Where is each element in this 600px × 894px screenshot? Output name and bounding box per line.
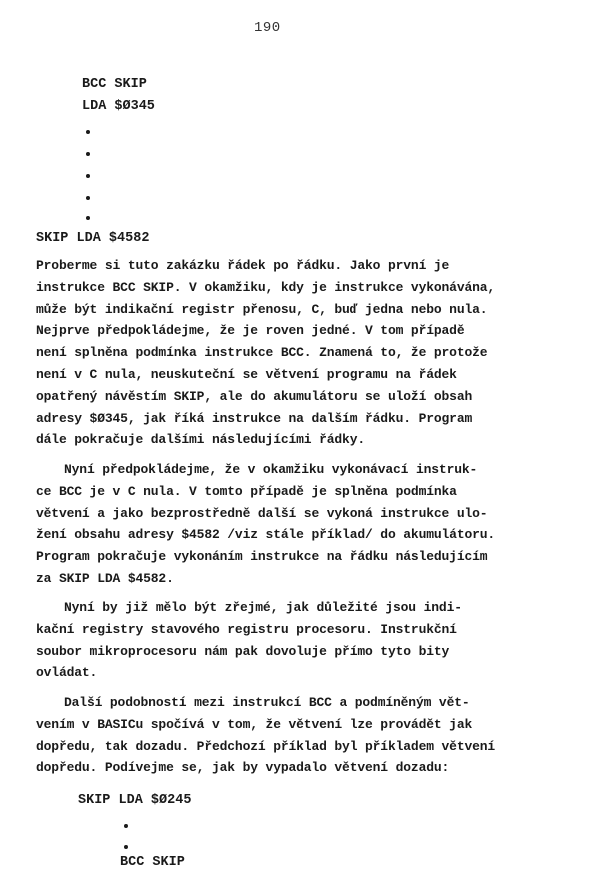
text-line: kační registry stavového registru procesoru. Instrukční [36, 621, 457, 637]
text-line: dopředu, tak dozadu. Předchozí příklad byl příkladem větvení [36, 738, 496, 754]
text-line: žení obsahu adresy $4582 /viz stále příklad/ do akumulátoru. [36, 527, 496, 543]
text-line: Nyní předpokládejme, že v okamžiku vykonávací instruk- [64, 462, 478, 477]
ellipsis-dot [86, 174, 90, 178]
text-line: dopředu. Podívejme se, jak by vypadalo větvení dozadu: [36, 760, 450, 776]
text-line: Program pokračuje vykonáním instrukce na řádku následujícím [36, 549, 488, 565]
text-line: za SKIP LDA $4582. [36, 570, 174, 586]
ellipsis-dot [124, 845, 128, 849]
ellipsis-dot [124, 824, 128, 828]
ellipsis-dot [86, 216, 90, 220]
code-label-skip-lda-0245: SKIP LDA $Ø245 [78, 793, 192, 808]
code-line-lda-0345: LDA $Ø345 [82, 99, 155, 114]
text-line: Nejprve předpokládejme, že je roven jedné. V tom případě [36, 323, 465, 339]
code-line-bcc-skip: BCC SKIP [82, 77, 147, 92]
paragraph-2 [36, 459, 571, 590]
text-line: ce BCC je v C nula. V tomto případě je splněna podmínka [36, 483, 457, 499]
text-line: Další podobností mezi instrukcí BCC a podmíněným vět- [64, 695, 470, 710]
text-line: soubor mikroprocesoru nám pak dovoluje přímo tyto bity [36, 643, 450, 659]
text-line: opatřený návěstím SKIP, ale do akumulátoru se uloží obsah [36, 388, 473, 404]
text-line: instrukce BCC SKIP. V okamžiku, kdy je instrukce vykonávána, [36, 279, 496, 295]
text-line: Proberme si tuto zakázku řádek po řádku. Jako první je [36, 258, 450, 273]
text-line: může být indikační registr přenosu, C, buď jedna nebo nula. [36, 301, 488, 317]
ellipsis-dot [86, 196, 90, 200]
text-line: ovládat. [36, 665, 98, 681]
paragraph-4 [36, 692, 571, 779]
paragraph-1 [36, 255, 571, 451]
text-line: větvení a jako bezprostředně další se vykoná instrukce ulo- [36, 505, 488, 521]
page-number: 190 [254, 20, 281, 36]
text-line: dále pokračuje dalšími následujícími řádky. [36, 432, 366, 448]
text-line: není v C nula, neuskuteční se větvení programu na řádek [36, 366, 457, 382]
paragraph-3 [36, 597, 571, 684]
text-line: Nyní by již mělo být zřejmé, jak důležité jsou indi- [64, 600, 462, 615]
ellipsis-dot [86, 130, 90, 134]
text-line: vením v BASICu spočívá v tom, že větvení lze provádět jak [36, 716, 473, 732]
text-line: není splněna podmínka instrukce BCC. Znamená to, že protože [36, 345, 488, 361]
code-line-bcc-skip-2: BCC SKIP [120, 855, 185, 870]
ellipsis-dot [86, 152, 90, 156]
code-label-skip-lda-4582: SKIP LDA $4582 [36, 231, 150, 246]
text-line: adresy $Ø345, jak říká instrukce na dalším řádku. Program [36, 410, 473, 426]
